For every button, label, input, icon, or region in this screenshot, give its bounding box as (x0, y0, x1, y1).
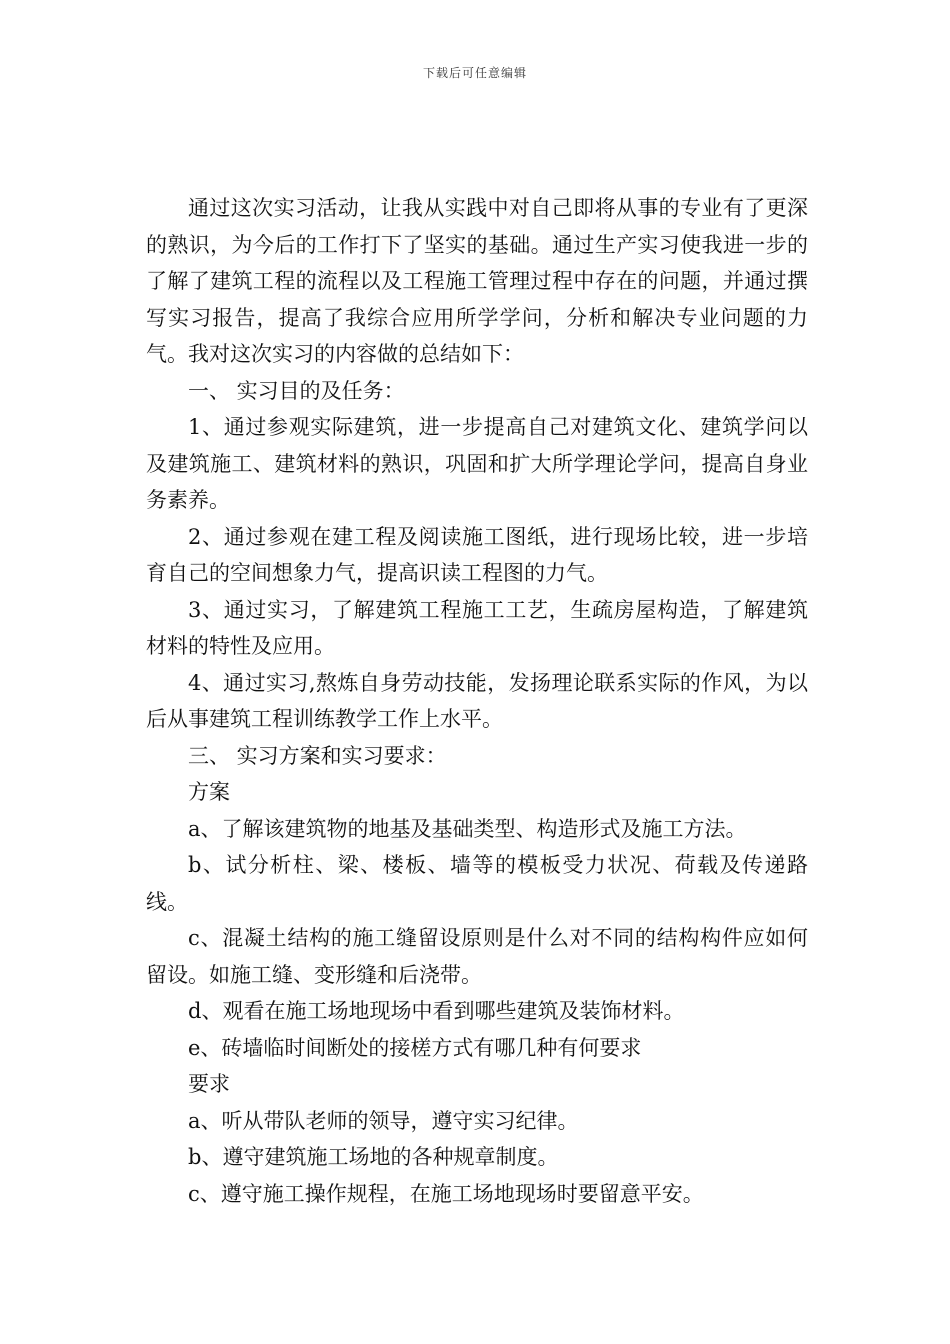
subheading-requirements: 要求 (188, 1072, 230, 1096)
objective-item-3: 3、通过实习，了解建筑工程施工工艺，生疏房屋构造，了解建筑材料的特性及应用。 (146, 597, 808, 658)
requirement-item-a: a、听从带队老师的领导，遵守实习纪律。 (188, 1108, 579, 1133)
document-body (146, 190, 808, 1212)
intro-paragraph: 通过这次实习活动，让我从实践中对自己即将从事的专业有了更深的熟识，为今后的工作打下了坚实的基础。通过生产实习使我进一步的了解了建筑工程的流程以及工程施工管理过程中存在的问题，并通过撰写实习报告，提高了我综合应用所学学问，分析和解决专业问题的力气。我对这次实习的内容做的总结如下： (146, 196, 808, 366)
plan-item-c: c、混凝土结构的施工缝留设原则是什么对不同的结构构件应如何留设。如施工缝、变形缝和后浇带。 (146, 926, 808, 987)
subheading-plan: 方案 (188, 780, 230, 804)
plan-item-d: d、观看在施工场地现场中看到哪些建筑及装饰材料。 (188, 999, 685, 1023)
plan-item-b: b、试分析柱、梁、楼板、墙等的模板受力状况、荷载及传递路线。 (146, 853, 808, 914)
requirement-item-b: b、遵守建筑施工场地的各种规章制度。 (188, 1145, 559, 1169)
plan-item-e: e、砖墙临时间断处的接槎方式有哪几种有何要求 (188, 1035, 642, 1060)
objective-item-4: 4、通过实习,熬炼自身劳动技能，发扬理论联系实际的作风，为以后从事建筑工程训练教学工作上水平。 (146, 670, 808, 731)
section-heading-plan: 三、 实习方案和实习要求： (188, 743, 447, 768)
plan-item-a: a、了解该建筑物的地基及基础类型、构造形式及施工方法。 (188, 816, 747, 841)
page-header: 下载后可任意编辑 (422, 66, 527, 80)
section-heading-objectives: 一、 实习目的及任务： (188, 378, 405, 403)
objective-item-1: 1、通过参观实际建筑，进一步提高自己对建筑文化、建筑学问以及建筑施工、建筑材料的熟识，巩固和扩大所学理论学问，提高自身业务素养。 (146, 415, 808, 512)
requirement-item-c: c、遵守施工操作规程，在施工场地现场时要留意平安。 (188, 1181, 704, 1206)
objective-item-2: 2、通过参观在建工程及阅读施工图纸，进行现场比较，进一步培育自己的空间想象力气，提高识读工程图的力气。 (146, 524, 808, 585)
